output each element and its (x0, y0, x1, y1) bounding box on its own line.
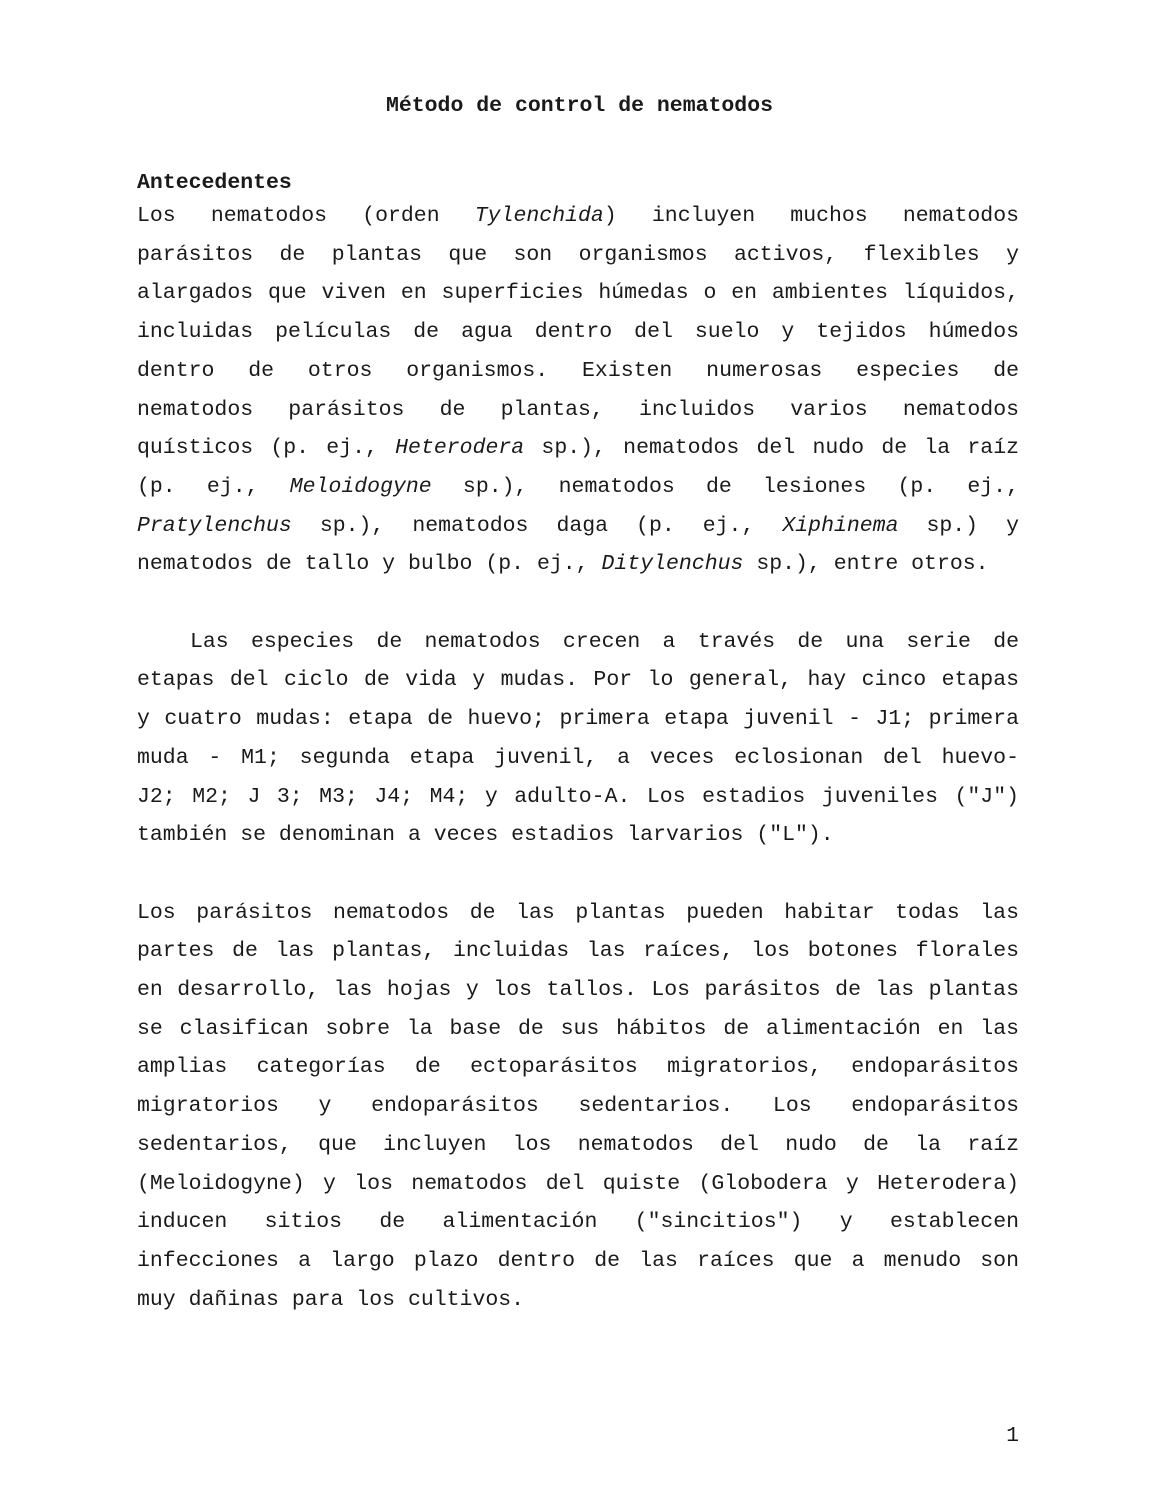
paragraph-line: etapas del ciclo de vida y mudas. Por lo general, hay cinco etapas (137, 668, 1019, 693)
paragraph-line: (p. ej., Meloidogyne sp.), nematodos de lesiones (p. ej., (137, 474, 1019, 499)
paragraph-line: migratorios y endoparásitos sedentarios. Los endoparásitos (137, 1094, 1019, 1119)
document-body (137, 169, 1019, 1319)
taxon-name: Xiphinema (782, 513, 899, 538)
taxon-name: Pratylenchus (137, 513, 292, 538)
taxon-name: Meloidogyne (289, 474, 432, 499)
paragraph-line: Pratylenchus sp.), nematodos daga (p. ej., Xiphinema sp.) y (137, 513, 1019, 538)
paragraph-line: dentro de otros organismos. Existen numerosas especies de (137, 358, 1019, 383)
paragraph-line: partes de las plantas, incluidas las raíces, los botones florales (137, 939, 1019, 964)
paragraph-line: alargados que viven en superficies húmedas o en ambientes líquidos, (137, 281, 1019, 306)
document-title: Método de control de nematodos (385, 94, 774, 118)
taxon-name: Ditylenchus (601, 552, 744, 577)
taxon-name: Tylenchida (474, 204, 604, 228)
paragraph-line: sedentarios, que incluyen los nematodos del nudo de la raíz (137, 1132, 1019, 1157)
paragraph-line: también se denominan a veces estadios larvarios ("L"). (137, 823, 834, 848)
taxon-name: Heterodera (395, 436, 525, 461)
paragraph-line: muda - M1; segunda etapa juvenil, a veces eclosionan del huevo- (137, 745, 1019, 770)
paragraph-line: Los parásitos nematodos de las plantas pueden habitar todas las (137, 900, 1019, 925)
paragraph-line: muy dañinas para los cultivos. (137, 1287, 525, 1312)
paragraph-spacer (137, 855, 1019, 894)
paragraph-line: Los nematodos (orden Tylenchida) incluyen muchos nematodos (137, 204, 1019, 228)
paragraph-3 (137, 894, 1019, 1320)
page-number: 1 (1006, 1424, 1019, 1448)
paragraph-line: y cuatro mudas: etapa de huevo; primera etapa juvenil - J1; primera (137, 707, 1019, 732)
paragraph-line: infecciones a largo plazo dentro de las raíces que a menudo son (137, 1248, 1019, 1273)
paragraph-line: amplias categorías de ectoparásitos migratorios, endoparásitos (137, 1055, 1019, 1080)
paragraph-line: incluidas películas de agua dentro del suelo y tejidos húmedos (137, 320, 1019, 345)
paragraph-line: quísticos (p. ej., Heterodera sp.), nematodos del nudo de la raíz (137, 436, 1020, 461)
paragraph-line: parásitos de plantas que son organismos activos, flexibles y (137, 242, 1019, 267)
paragraph-line: nematodos de tallo y bulbo (p. ej., Ditylenchus sp.), entre otros. (137, 552, 989, 577)
paragraph-line: J2; M2; J 3; M3; J4; M4; y adulto-A. Los estadios juveniles ("J") (137, 784, 1019, 809)
paragraph-2 (137, 623, 1019, 855)
paragraph-line: en desarrollo, las hojas y los tallos. Los parásitos de las plantas (137, 978, 1019, 1003)
paragraph-line: nematodos parásitos de plantas, incluidos varios nematodos (137, 397, 1019, 422)
paragraph-1 (137, 197, 1019, 584)
paragraph-spacer (137, 584, 1019, 623)
paragraph-line: (Meloidogyne) y los nematodos del quiste (Globodera y Heterodera) (137, 1171, 1019, 1196)
paragraph-line: se clasifican sobre la base de sus hábitos de alimentación en las (137, 1016, 1019, 1041)
paragraph-line: Las especies de nematodos crecen a través de una serie de (190, 629, 1019, 654)
paragraph-line: inducen sitios de alimentación ("sincitios") y establecen (137, 1210, 1019, 1235)
section-heading: Antecedentes (137, 171, 292, 195)
